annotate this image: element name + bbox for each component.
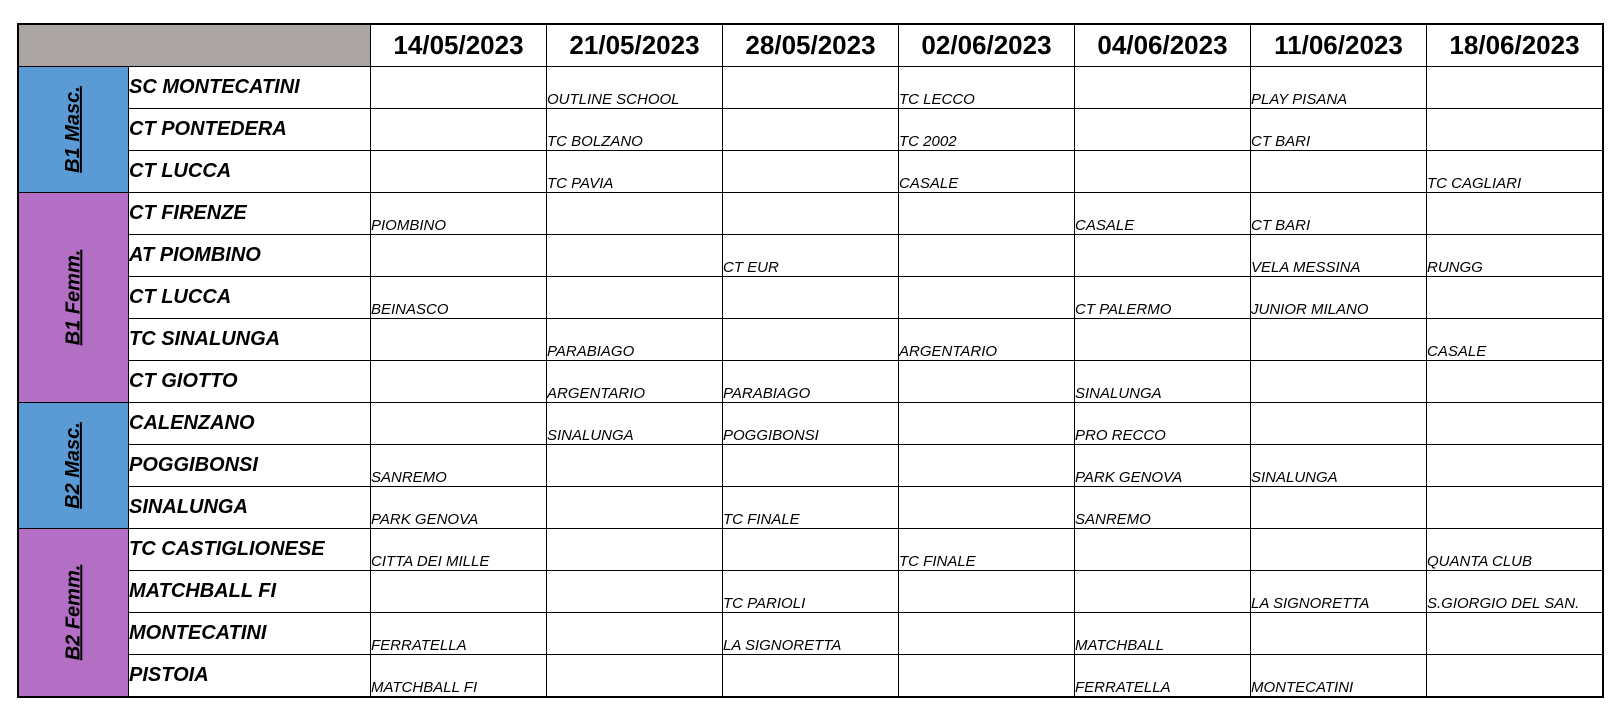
team-row <box>18 319 1603 361</box>
opponent-cell: TC BOLZANO <box>547 109 723 151</box>
opponent-cell: TC FINALE <box>899 529 1075 571</box>
opponent-cell: TC PAVIA <box>547 151 723 193</box>
opponent-cell: FERRATELLA <box>1075 655 1251 698</box>
opponent-cell: RUNGG <box>1427 235 1604 277</box>
opponent-cell <box>899 361 1075 403</box>
opponent-cell <box>723 319 899 361</box>
opponent-cell <box>1075 151 1251 193</box>
opponent-cell <box>1251 319 1427 361</box>
team-row <box>18 361 1603 403</box>
opponent-cell: JUNIOR MILANO <box>1251 277 1427 319</box>
team-name: CT FIRENZE <box>129 193 371 235</box>
opponent-cell <box>547 529 723 571</box>
opponent-cell <box>899 235 1075 277</box>
team-row <box>18 235 1603 277</box>
group-label: B2 Femm. <box>62 564 84 661</box>
opponent-cell <box>1075 67 1251 109</box>
opponent-cell: SINALUNGA <box>1251 445 1427 487</box>
opponent-cell <box>371 571 547 613</box>
opponent-cell: TC LECCO <box>899 67 1075 109</box>
team-row <box>18 67 1603 109</box>
opponent-cell <box>371 235 547 277</box>
team-name: CALENZANO <box>129 403 371 445</box>
team-name: POGGIBONSI <box>129 445 371 487</box>
team-name: SC MONTECATINI <box>129 67 371 109</box>
opponent-cell: CASALE <box>1427 319 1604 361</box>
opponent-cell: CT BARI <box>1251 193 1427 235</box>
opponent-cell: PARK GENOVA <box>1075 445 1251 487</box>
opponent-cell <box>1251 529 1427 571</box>
opponent-cell <box>371 361 547 403</box>
opponent-cell <box>371 109 547 151</box>
group-label-cell <box>18 193 129 403</box>
team-name: TC CASTIGLIONESE <box>129 529 371 571</box>
opponent-cell <box>1427 67 1604 109</box>
opponent-cell: PIOMBINO <box>371 193 547 235</box>
opponent-cell <box>899 403 1075 445</box>
opponent-cell <box>723 109 899 151</box>
opponent-cell <box>1251 361 1427 403</box>
date-header: 14/05/2023 <box>371 24 547 67</box>
opponent-cell <box>723 277 899 319</box>
opponent-cell: LA SIGNORETTA <box>723 613 899 655</box>
opponent-cell <box>371 319 547 361</box>
group-label-cell <box>18 67 129 193</box>
team-row <box>18 655 1603 698</box>
opponent-cell: MATCHBALL FI <box>371 655 547 698</box>
opponent-cell <box>723 529 899 571</box>
opponent-cell <box>1251 151 1427 193</box>
team-name: PISTOIA <box>129 655 371 698</box>
team-row <box>18 613 1603 655</box>
date-header: 02/06/2023 <box>899 24 1075 67</box>
opponent-cell <box>547 235 723 277</box>
opponent-cell <box>547 571 723 613</box>
opponent-cell <box>1427 361 1604 403</box>
opponent-cell: CT BARI <box>1251 109 1427 151</box>
opponent-cell <box>899 655 1075 698</box>
opponent-cell <box>899 571 1075 613</box>
team-name: MONTECATINI <box>129 613 371 655</box>
opponent-cell: PLAY PISANA <box>1251 67 1427 109</box>
group-label: B2 Masc. <box>62 422 84 509</box>
opponent-cell <box>1075 319 1251 361</box>
opponent-cell <box>899 487 1075 529</box>
team-row <box>18 151 1603 193</box>
team-name: CT LUCCA <box>129 151 371 193</box>
opponent-cell <box>1251 403 1427 445</box>
team-name: TC SINALUNGA <box>129 319 371 361</box>
opponent-cell <box>547 487 723 529</box>
opponent-cell <box>1427 613 1604 655</box>
opponent-cell <box>1251 487 1427 529</box>
opponent-cell: POGGIBONSI <box>723 403 899 445</box>
opponent-cell <box>371 67 547 109</box>
opponent-cell: CITTA DEI MILLE <box>371 529 547 571</box>
opponent-cell <box>1427 193 1604 235</box>
opponent-cell: ARGENTARIO <box>899 319 1075 361</box>
opponent-cell: MATCHBALL <box>1075 613 1251 655</box>
opponent-cell <box>1427 109 1604 151</box>
team-name: MATCHBALL FI <box>129 571 371 613</box>
opponent-cell <box>1251 613 1427 655</box>
group-label: B1 Masc. <box>62 86 84 173</box>
opponent-cell <box>899 193 1075 235</box>
opponent-cell <box>899 613 1075 655</box>
date-header: 21/05/2023 <box>547 24 723 67</box>
team-name: AT PIOMBINO <box>129 235 371 277</box>
opponent-cell <box>899 445 1075 487</box>
opponent-cell: SANREMO <box>371 445 547 487</box>
opponent-cell <box>723 193 899 235</box>
opponent-cell: CASALE <box>899 151 1075 193</box>
header-corner <box>18 24 371 67</box>
opponent-cell <box>1427 445 1604 487</box>
opponent-cell <box>1075 529 1251 571</box>
team-row <box>18 445 1603 487</box>
opponent-cell: PARABIAGO <box>723 361 899 403</box>
opponent-cell <box>723 67 899 109</box>
team-row <box>18 529 1603 571</box>
opponent-cell <box>371 403 547 445</box>
opponent-cell: VELA MESSINA <box>1251 235 1427 277</box>
opponent-cell: ARGENTARIO <box>547 361 723 403</box>
opponent-cell: MONTECATINI <box>1251 655 1427 698</box>
team-name: SINALUNGA <box>129 487 371 529</box>
opponent-cell: CASALE <box>1075 193 1251 235</box>
opponent-cell: FERRATELLA <box>371 613 547 655</box>
opponent-cell: PARABIAGO <box>547 319 723 361</box>
opponent-cell: TC CAGLIARI <box>1427 151 1604 193</box>
opponent-cell: PARK GENOVA <box>371 487 547 529</box>
opponent-cell <box>1427 277 1604 319</box>
team-row <box>18 571 1603 613</box>
opponent-cell: CT PALERMO <box>1075 277 1251 319</box>
team-row <box>18 109 1603 151</box>
team-row <box>18 277 1603 319</box>
opponent-cell: S.GIORGIO DEL SAN. <box>1427 571 1604 613</box>
opponent-cell <box>1427 655 1604 698</box>
opponent-cell <box>1075 109 1251 151</box>
opponent-cell <box>547 445 723 487</box>
opponent-cell <box>723 655 899 698</box>
header-row <box>18 24 1603 67</box>
opponent-cell <box>1427 487 1604 529</box>
opponent-cell <box>723 445 899 487</box>
opponent-cell: QUANTA CLUB <box>1427 529 1604 571</box>
opponent-cell <box>1075 571 1251 613</box>
opponent-cell <box>899 277 1075 319</box>
schedule-body <box>18 67 1603 698</box>
opponent-cell: TC PARIOLI <box>723 571 899 613</box>
opponent-cell: OUTLINE SCHOOL <box>547 67 723 109</box>
team-row <box>18 403 1603 445</box>
opponent-cell: LA SIGNORETTA <box>1251 571 1427 613</box>
group-label-cell <box>18 529 129 698</box>
date-header: 04/06/2023 <box>1075 24 1251 67</box>
opponent-cell <box>547 193 723 235</box>
opponent-cell <box>1427 403 1604 445</box>
team-name: CT PONTEDERA <box>129 109 371 151</box>
opponent-cell: SANREMO <box>1075 487 1251 529</box>
team-row <box>18 193 1603 235</box>
group-label: B1 Femm. <box>62 249 84 346</box>
opponent-cell: PRO RECCO <box>1075 403 1251 445</box>
group-label-cell <box>18 403 129 529</box>
opponent-cell: TC FINALE <box>723 487 899 529</box>
date-header: 28/05/2023 <box>723 24 899 67</box>
team-row <box>18 487 1603 529</box>
opponent-cell: BEINASCO <box>371 277 547 319</box>
opponent-cell: TC 2002 <box>899 109 1075 151</box>
date-header: 18/06/2023 <box>1427 24 1604 67</box>
opponent-cell <box>723 151 899 193</box>
opponent-cell <box>547 277 723 319</box>
opponent-cell: SINALUNGA <box>1075 361 1251 403</box>
opponent-cell: SINALUNGA <box>547 403 723 445</box>
date-header: 11/06/2023 <box>1251 24 1427 67</box>
opponent-cell <box>547 613 723 655</box>
schedule-table <box>17 23 1604 698</box>
opponent-cell <box>1075 235 1251 277</box>
team-name: CT LUCCA <box>129 277 371 319</box>
opponent-cell <box>371 151 547 193</box>
opponent-cell <box>547 655 723 698</box>
team-name: CT GIOTTO <box>129 361 371 403</box>
opponent-cell: CT EUR <box>723 235 899 277</box>
